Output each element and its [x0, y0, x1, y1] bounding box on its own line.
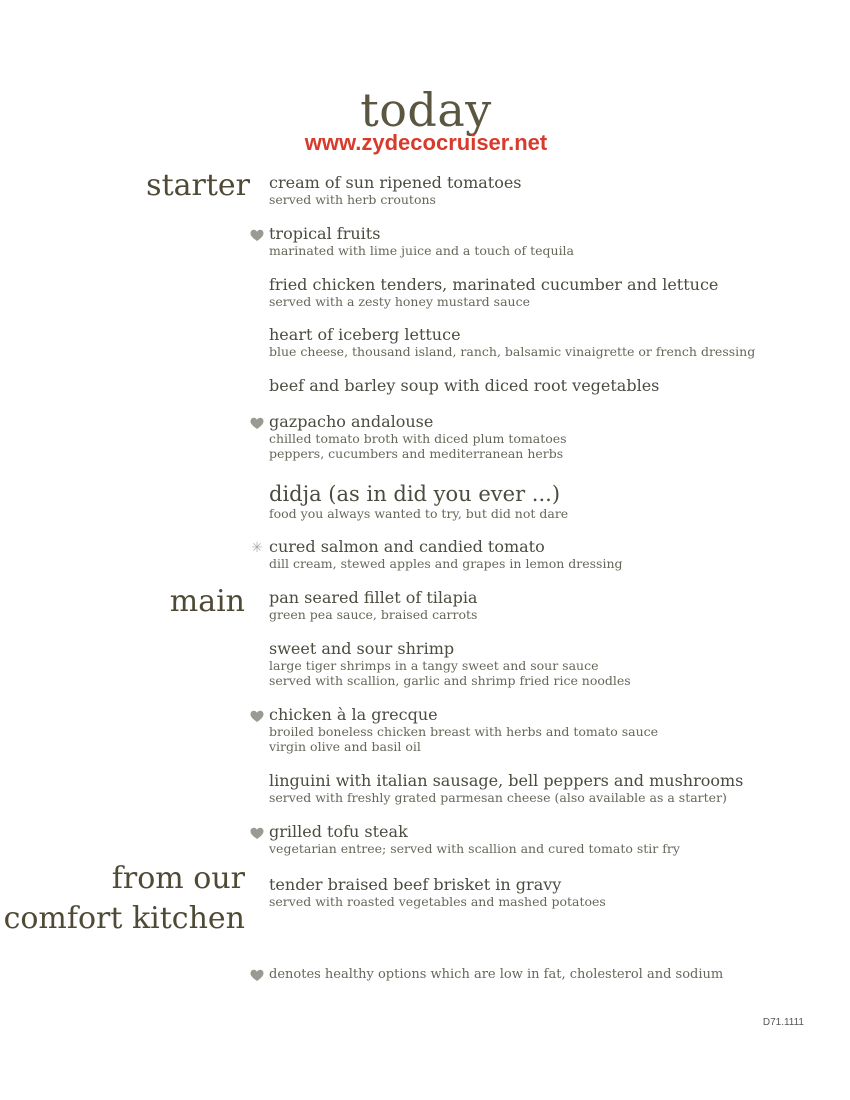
menu-item-description: served with herb croutons — [269, 192, 436, 207]
menu-item — [269, 225, 574, 258]
page-title: today — [360, 83, 492, 137]
menu-item-description: served with a zesty honey mustard sauce — [269, 294, 530, 309]
menu-item — [269, 276, 718, 309]
menu-item-description: blue cheese, thousand island, ranch, balsamic vinaigrette or french dressing — [269, 344, 756, 359]
menu-item — [269, 377, 659, 395]
menu-item-name: tender braised beef brisket in gravy — [269, 875, 562, 894]
section-main: main — [169, 584, 245, 619]
legend-text: denotes healthy options which are low in fat, cholesterol and sodium — [269, 967, 724, 982]
asterisk-icon: ✳ — [251, 540, 263, 556]
menu-item — [269, 413, 567, 461]
menu-item-name: cured salmon and candied tomato — [269, 537, 545, 556]
menu-item-description: dill cream, stewed apples and grapes in lemon dressing — [269, 556, 623, 571]
menu-item-name: heart of iceberg lettuce — [269, 325, 461, 344]
menu-item — [269, 326, 755, 359]
menu-item-description: green pea sauce, braised carrots — [269, 607, 478, 622]
menu-item-description: virgin olive and basil oil — [269, 739, 421, 754]
legend-item — [269, 967, 723, 982]
watermark-text: www.zydecocruiser.net — [304, 130, 548, 155]
menu-item — [269, 772, 743, 805]
menu-item-name: gazpacho andalouse — [269, 412, 434, 431]
menu-item-name: linguini with italian sausage, bell peppers and mushrooms — [269, 771, 744, 790]
menu-item-description: food you always wanted to try, but did not dare — [269, 506, 569, 521]
menu-item — [269, 876, 606, 909]
menu-item-name: fried chicken tenders, marinated cucumber and lettuce — [269, 275, 719, 294]
menu-item-name: pan seared fillet of tilapia — [269, 588, 478, 607]
menu-item — [269, 640, 631, 688]
menu-item-name: sweet and sour shrimp — [269, 639, 455, 658]
menu-item-description: served with freshly grated parmesan cheese (also available as a starter) — [269, 790, 727, 805]
menu-item-description: served with scallion, garlic and shrimp fried rice noodles — [269, 673, 631, 688]
menu-item — [269, 482, 568, 521]
menu-item-name: tropical fruits — [269, 224, 381, 243]
menu-item — [269, 174, 522, 207]
menu-item-name: beef and barley soup with diced root vegetables — [269, 376, 660, 395]
menu-item-description: broiled boneless chicken breast with herbs and tomato sauce — [269, 724, 659, 739]
menu-item-name: didja (as in did you ever ...) — [269, 482, 561, 506]
menu-item-name: chicken à la grecque — [269, 705, 438, 724]
section-comfort-line2: comfort kitchen — [3, 901, 245, 936]
menu-item — [269, 823, 680, 856]
menu-item-description: peppers, cucumbers and mediterranean herbs — [269, 446, 564, 461]
menu-item-description: chilled tomato broth with diced plum tomatoes — [269, 431, 567, 446]
heart-icon — [249, 708, 265, 724]
menu-item — [269, 589, 477, 622]
menu-item-name: cream of sun ripened tomatoes — [269, 173, 522, 192]
heart-icon — [249, 967, 265, 983]
menu-item-description: vegetarian entree; served with scallion and cured tomato stir fry — [269, 841, 680, 856]
heart-icon — [249, 415, 265, 431]
menu-item — [269, 706, 658, 754]
menu-item-name: grilled tofu steak — [269, 822, 408, 841]
section-comfort-line1: from our — [111, 861, 245, 896]
section-starter: starter — [146, 168, 250, 203]
menu-code: D71.1111 — [762, 1017, 804, 1028]
menu-item-description: large tiger shrimps in a tangy sweet and sour sauce — [269, 658, 599, 673]
menu-item-description: marinated with lime juice and a touch of tequila — [269, 243, 575, 258]
heart-icon — [249, 825, 265, 841]
heart-icon — [249, 227, 265, 243]
menu-item — [269, 538, 623, 571]
menu-item-description: served with roasted vegetables and mashed potatoes — [269, 894, 606, 909]
